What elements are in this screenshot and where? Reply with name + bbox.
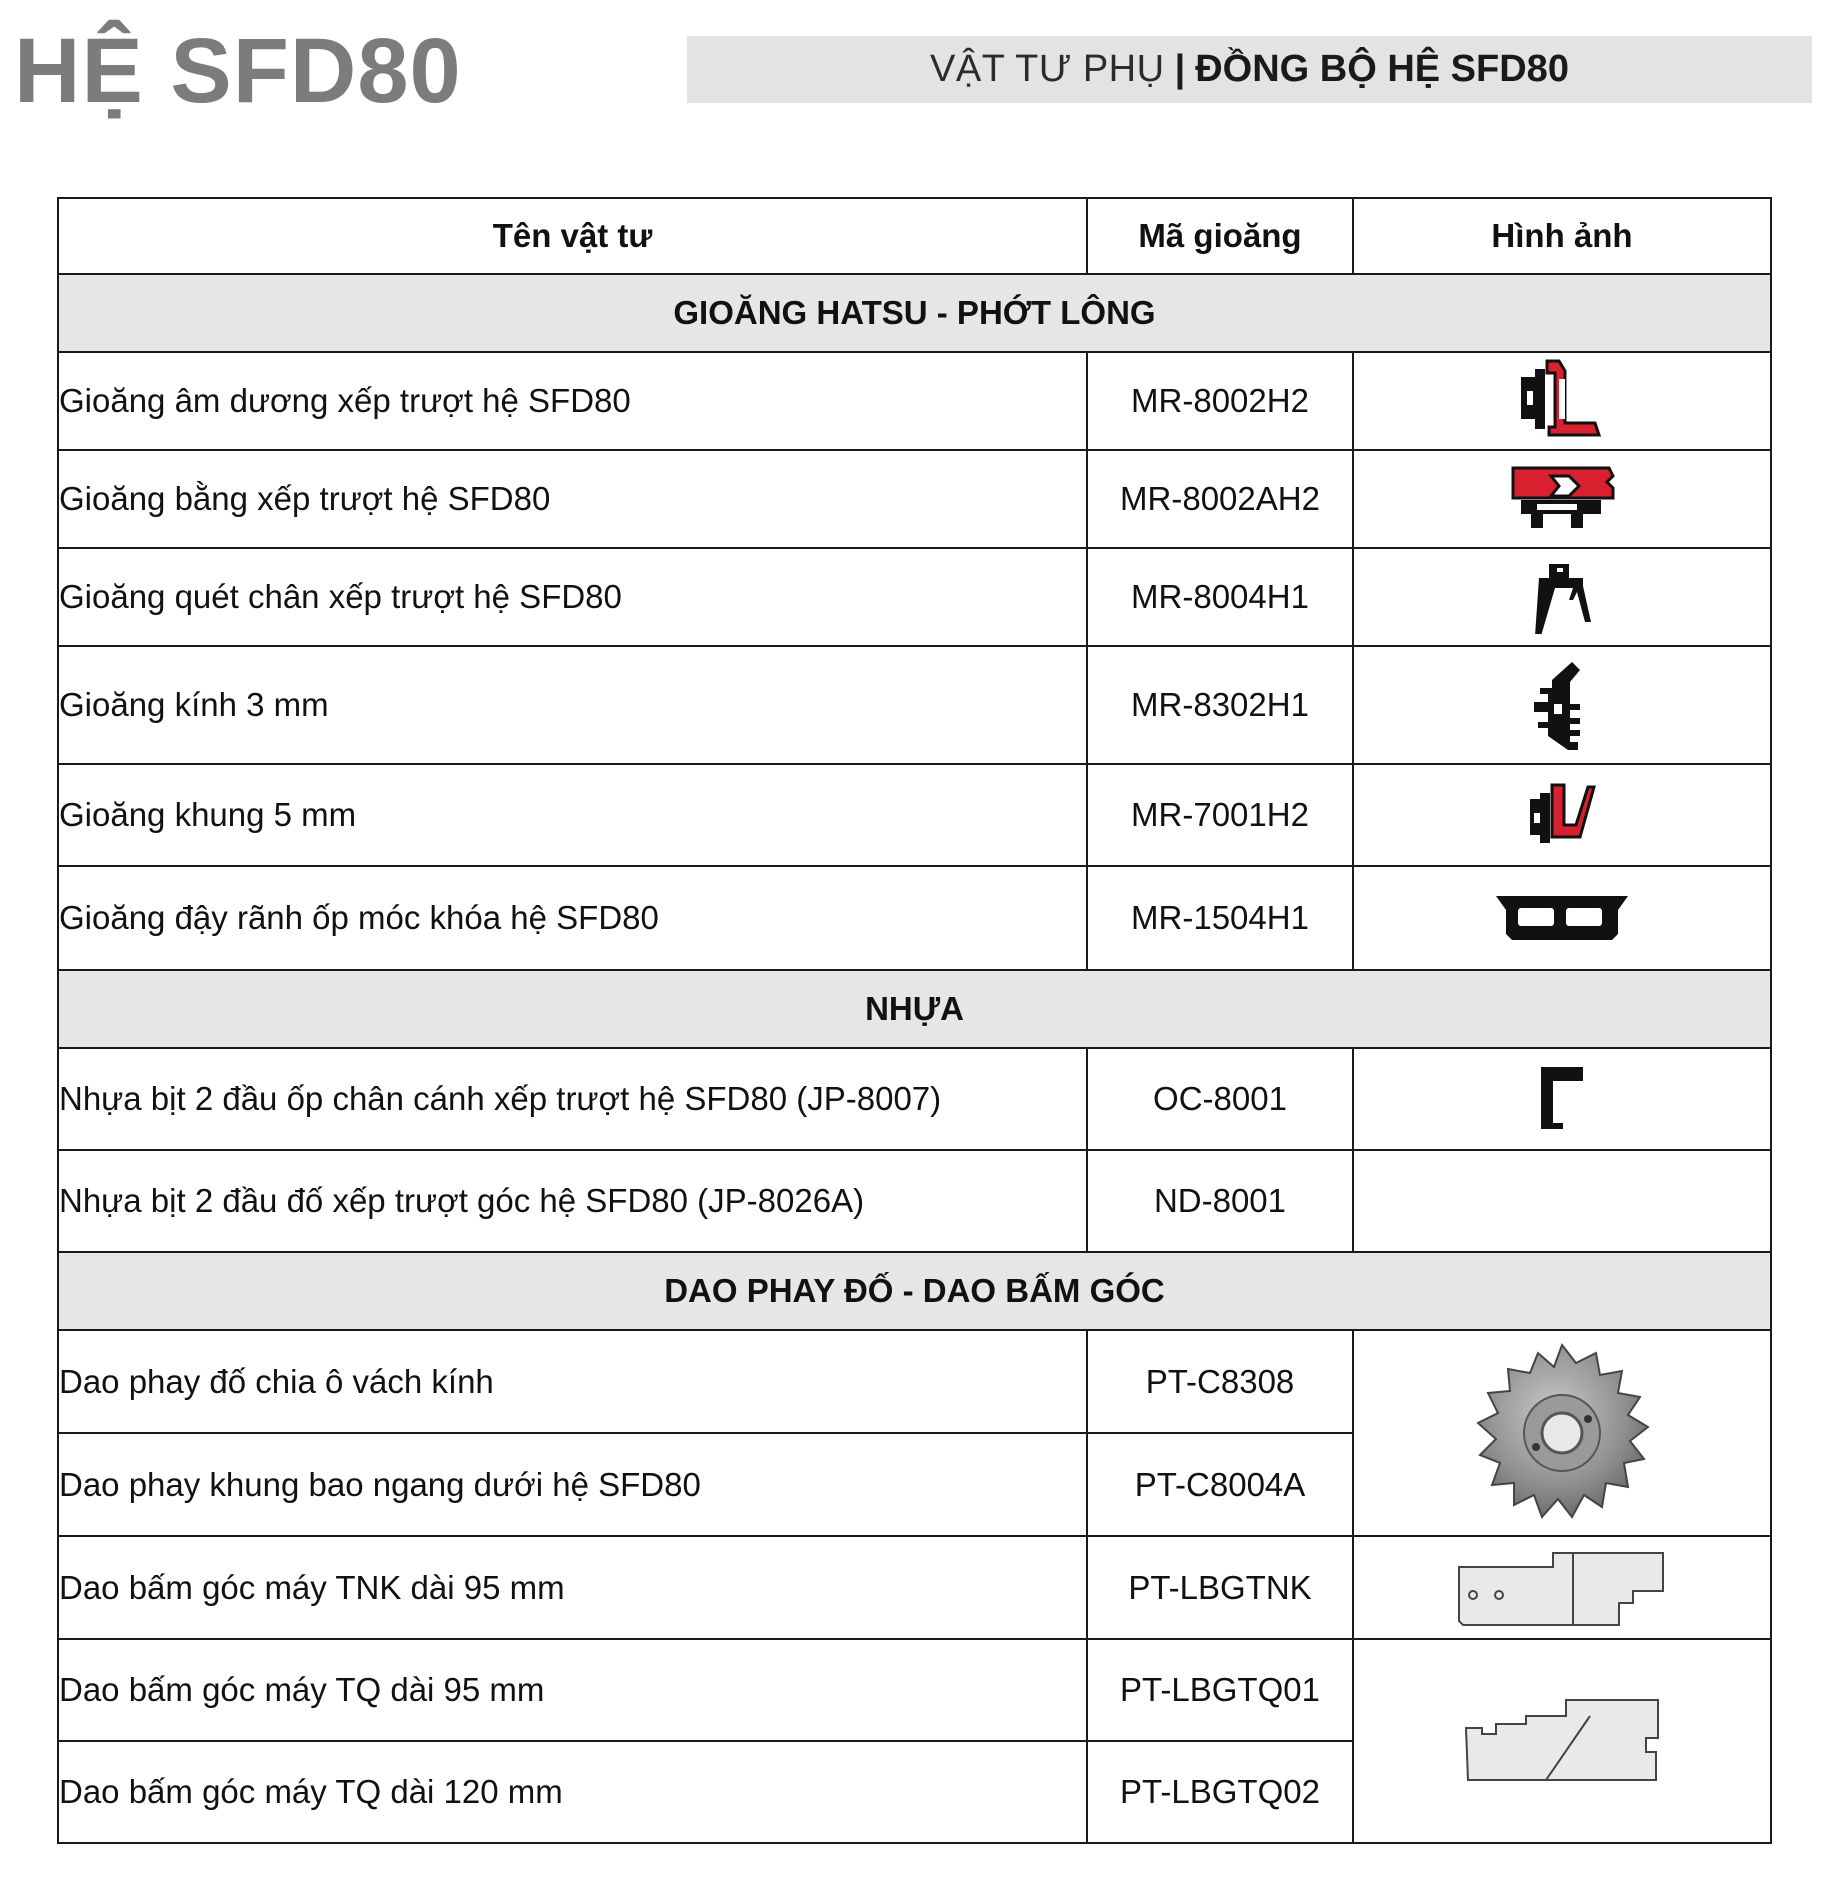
- item-code: OC-8001: [1087, 1048, 1353, 1150]
- item-name: Nhựa bịt 2 đầu đố xếp trượt góc hệ SFD80 (JP-8026A): [58, 1150, 1087, 1252]
- item-code: PT-LBGTQ01: [1087, 1639, 1353, 1741]
- item-name: Gioăng đậy rãnh ốp móc khóa hệ SFD80: [58, 866, 1087, 970]
- header-subtitle: ĐỒNG BỘ HỆ SFD80: [1195, 48, 1569, 90]
- corner-crimping-blade-tq-icon: [1462, 1696, 1662, 1786]
- item-code: PT-C8004A: [1087, 1433, 1353, 1536]
- table-row: [58, 548, 1771, 646]
- groove-cover-gasket-icon: [1494, 892, 1630, 944]
- item-name: Gioăng âm dương xếp trượt hệ SFD80: [58, 352, 1087, 450]
- column-header-name: Tên vật tư: [58, 198, 1087, 274]
- sweep-gasket-icon: [1527, 560, 1597, 634]
- table-row: [58, 1048, 1771, 1150]
- item-name: Gioăng quét chân xếp trượt hệ SFD80: [58, 548, 1087, 646]
- column-header-image: Hình ảnh: [1353, 198, 1771, 274]
- column-header-code: Mã gioăng: [1087, 198, 1353, 274]
- item-code: MR-1504H1: [1087, 866, 1353, 970]
- item-name: Dao phay khung bao ngang dưới hệ SFD80: [58, 1433, 1087, 1536]
- page-title: HỆ SFD80: [14, 20, 462, 122]
- item-name: Gioăng kính 3 mm: [58, 646, 1087, 764]
- header-category: VẬT TƯ PHỤ: [930, 48, 1165, 90]
- gasket-profile-red-icon: [1517, 355, 1607, 447]
- table-row: [58, 1150, 1771, 1252]
- item-code: MR-8004H1: [1087, 548, 1353, 646]
- item-name: Dao bấm góc máy TQ dài 120 mm: [58, 1741, 1087, 1843]
- gasket-flat-red-icon: [1507, 462, 1617, 536]
- table-row: [58, 1536, 1771, 1639]
- header-separator: |: [1174, 48, 1186, 90]
- item-name: Gioăng khung 5 mm: [58, 764, 1087, 866]
- section-row: [58, 970, 1771, 1048]
- plastic-end-cap-icon: [1537, 1063, 1587, 1135]
- item-code: PT-LBGTNK: [1087, 1536, 1353, 1639]
- item-name: Dao bấm góc máy TQ dài 95 mm: [58, 1639, 1087, 1741]
- table-row: [58, 352, 1771, 450]
- materials-table: [57, 197, 1772, 1844]
- table-row: [58, 1639, 1771, 1741]
- table-header-row: [58, 198, 1771, 274]
- item-name: Nhựa bịt 2 đầu ốp chân cánh xếp trượt hệ SFD80 (JP-8007): [58, 1048, 1087, 1150]
- item-code: MR-8002AH2: [1087, 450, 1353, 548]
- section-row: [58, 274, 1771, 352]
- corner-crimping-blade-tnk-icon: [1455, 1545, 1669, 1631]
- glass-gasket-icon: [1532, 658, 1592, 752]
- item-code: MR-8002H2: [1087, 352, 1353, 450]
- item-name: Gioăng bằng xếp trượt hệ SFD80: [58, 450, 1087, 548]
- item-name: Dao bấm góc máy TNK dài 95 mm: [58, 1536, 1087, 1639]
- table-row: [58, 764, 1771, 866]
- header-band: [687, 36, 1812, 103]
- item-code: PT-LBGTQ02: [1087, 1741, 1353, 1843]
- frame-gasket-icon: [1526, 779, 1598, 851]
- milling-cutter-icon: [1472, 1338, 1652, 1528]
- section-title: NHỰA: [58, 970, 1771, 1048]
- section-title: GIOĂNG HATSU - PHỚT LÔNG: [58, 274, 1771, 352]
- item-code: MR-7001H2: [1087, 764, 1353, 866]
- table-row: [58, 1330, 1771, 1433]
- table-row: [58, 450, 1771, 548]
- item-name: Dao phay đố chia ô vách kính: [58, 1330, 1087, 1433]
- section-row: [58, 1252, 1771, 1330]
- table-row: [58, 646, 1771, 764]
- section-title: DAO PHAY ĐỐ - DAO BẤM GÓC: [58, 1252, 1771, 1330]
- empty-image-cell: [1353, 1150, 1771, 1252]
- item-code: MR-8302H1: [1087, 646, 1353, 764]
- item-code: PT-C8308: [1087, 1330, 1353, 1433]
- table-row: [58, 866, 1771, 970]
- item-code: ND-8001: [1087, 1150, 1353, 1252]
